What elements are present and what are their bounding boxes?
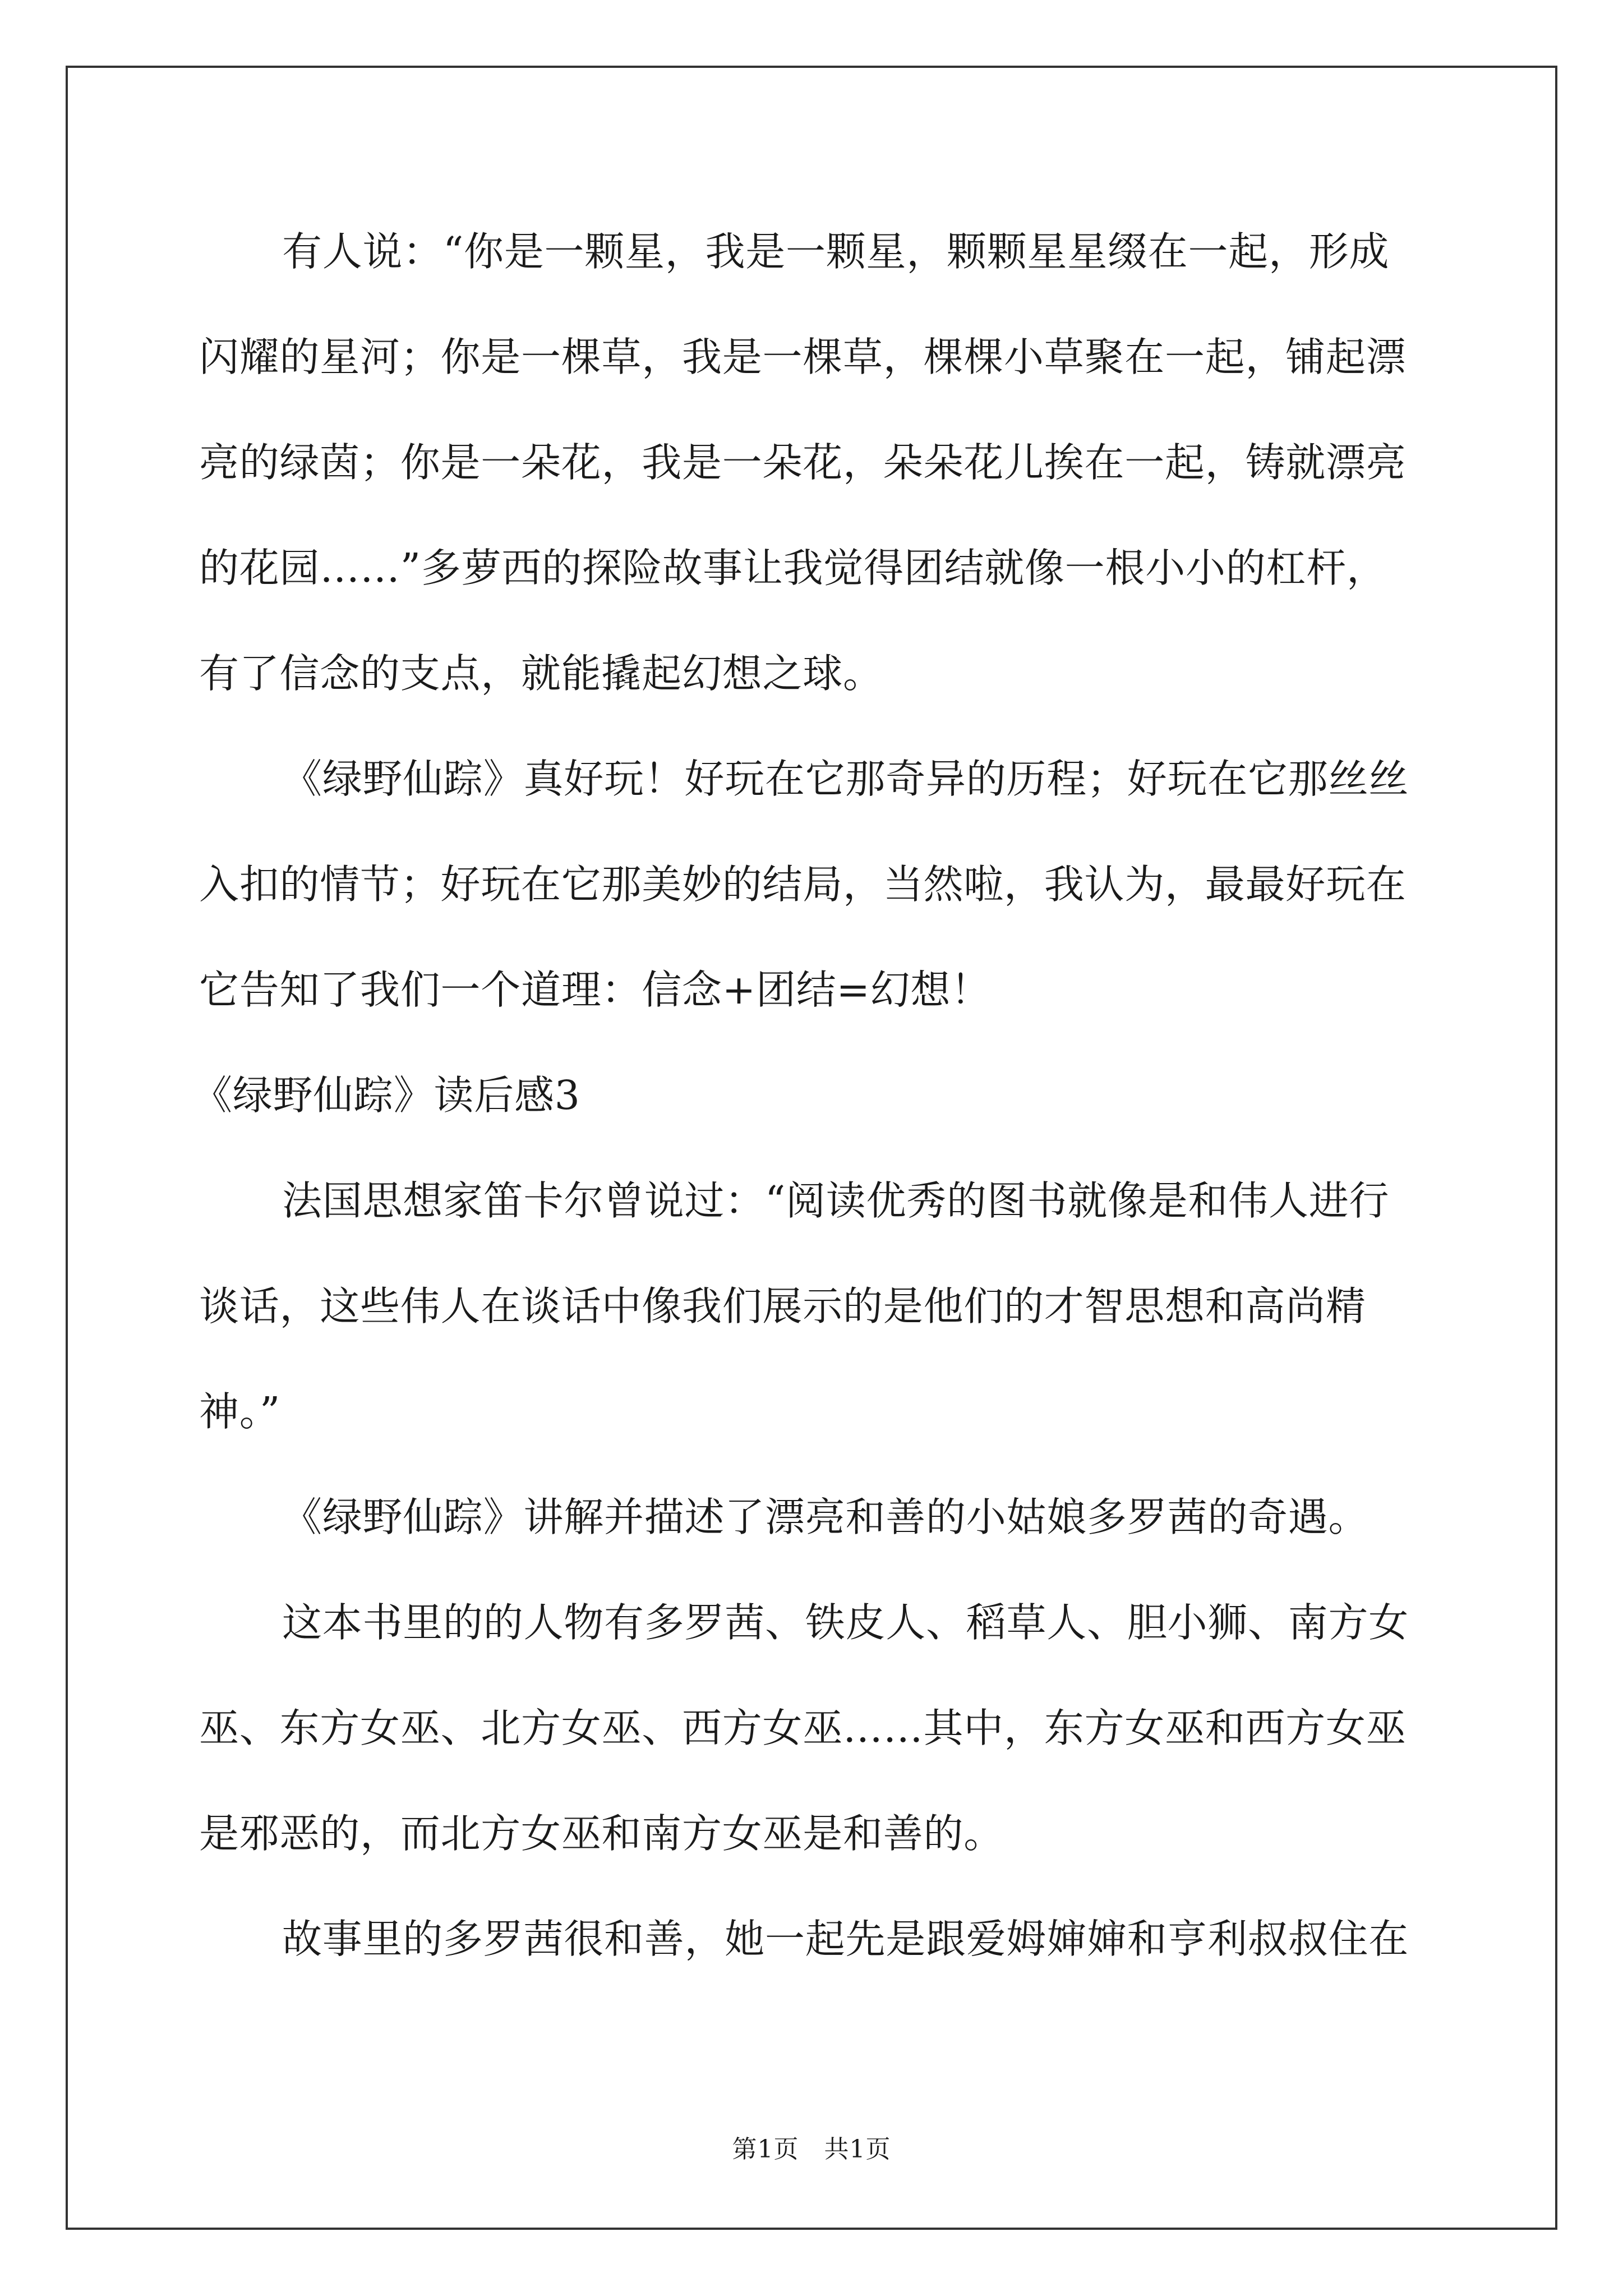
paragraph-line: 闪耀的星河；你是一棵草，我是一棵草，棵棵小草聚在一起，铺起漂 xyxy=(199,334,1407,380)
paragraph-line: 有了信念的支点，就能撬起幻想之球。 xyxy=(199,650,883,697)
paragraph-line: 的花园……”多萝西的探险故事让我觉得团结就像一根小小的杠杆， xyxy=(199,545,1387,591)
paragraph-line: 《绿野仙踪》讲解并描述了漂亮和善的小姑娘多罗茜的奇遇。 xyxy=(282,1494,1369,1540)
section-heading: 《绿野仙踪》读后感3 xyxy=(192,1072,580,1119)
paragraph-line: 谈话，这些伟人在谈话中像我们展示的是他们的才智思想和高尚精 xyxy=(199,1283,1366,1329)
paragraph-line: 是邪恶的，而北方女巫和南方女巫是和善的。 xyxy=(199,1810,1004,1857)
paragraph-line: 法国思想家笛卡尔曾说过：“阅读优秀的图书就像是和伟人进行 xyxy=(282,1177,1390,1224)
document-body xyxy=(192,199,1433,1992)
paragraph-line: 巫、东方女巫、北方女巫、西方女巫……其中，东方女巫和西方女巫 xyxy=(199,1705,1407,1751)
paragraph-line: 亮的绿茵；你是一朵花，我是一朵花，朵朵花儿挨在一起，铸就漂亮 xyxy=(199,439,1407,486)
page-number-footer: 第1页 共1页 xyxy=(732,2135,891,2164)
paragraph-line: 入扣的情节；好玩在它那美妙的结局，当然啦，我认为，最最好玩在 xyxy=(199,861,1407,908)
paragraph-line: 有人说：“你是一颗星，我是一颗星，颗颗星星缀在一起，形成 xyxy=(282,228,1390,275)
paragraph-line: 神。” xyxy=(199,1388,281,1435)
paragraph-line: 故事里的多罗茜很和善，她一起先是跟爱姆婶婶和亨利叔叔住在 xyxy=(282,1916,1409,1962)
paragraph-line: 它告知了我们一个道理：信念+团结=幻想！ xyxy=(199,967,991,1013)
paragraph-line: 《绿野仙踪》真好玩！好玩在它那奇异的历程；好玩在它那丝丝 xyxy=(282,756,1409,802)
paragraph-line: 这本书里的的人物有多罗茜、铁皮人、稻草人、胆小狮、南方女 xyxy=(282,1599,1409,1646)
